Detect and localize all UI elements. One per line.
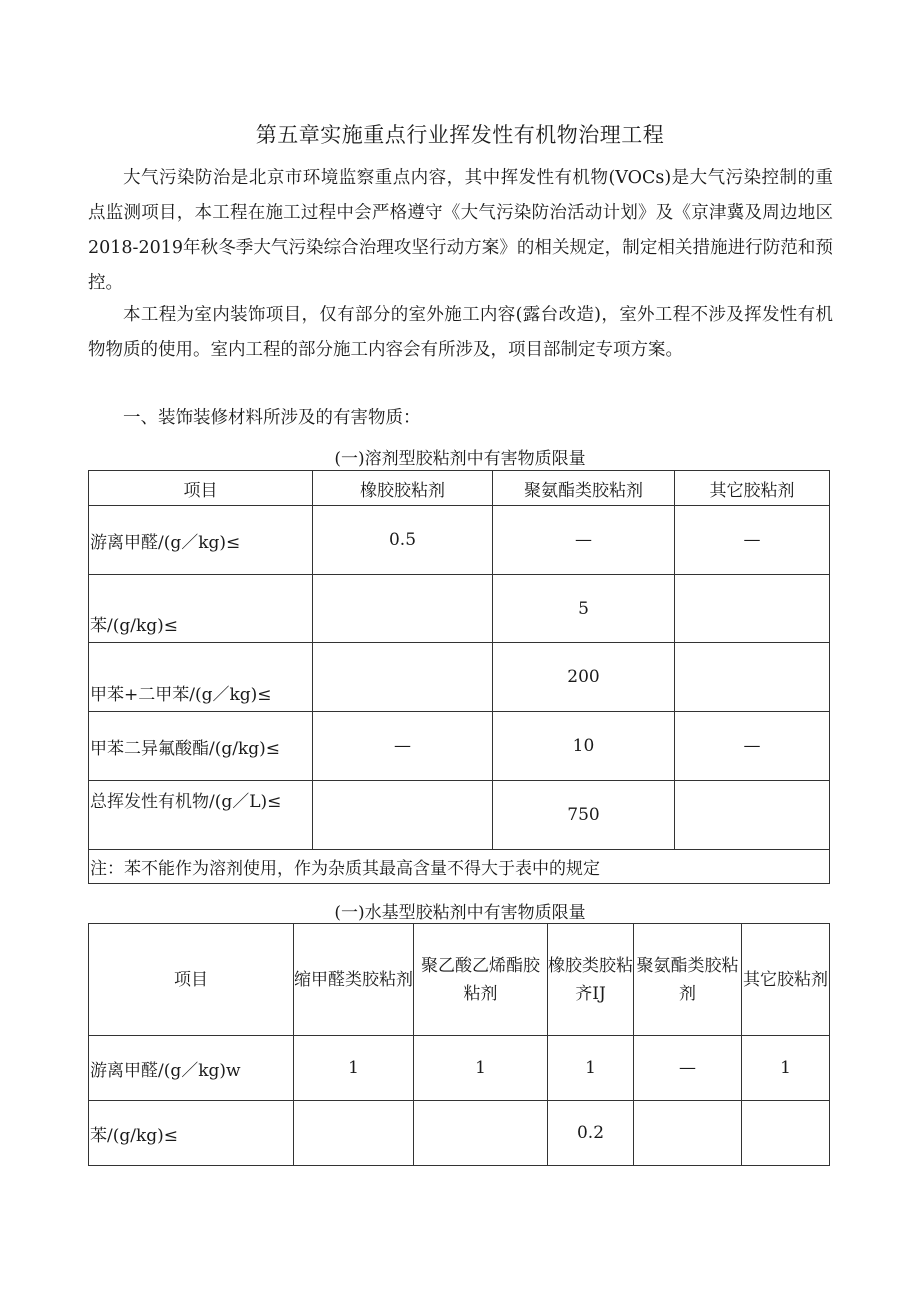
table-cell: 甲苯二异氟酸酯/(g/kg)≤	[89, 712, 313, 781]
table-row	[89, 575, 830, 643]
table-header-cell: 项目	[89, 924, 294, 1036]
table-cell	[675, 643, 830, 712]
table-row	[89, 781, 830, 850]
table-cell: 750	[493, 781, 675, 850]
table-header-cell: 聚氨酯类胶粘剂	[493, 471, 675, 506]
table-header-cell: 橡胶胶粘剂	[313, 471, 493, 506]
page-title: 第五章实施重点行业挥发性有机物治理工程	[255, 123, 665, 147]
table-cell: 游离甲醛/(g／kg)≤	[89, 506, 313, 575]
table-cell: —	[675, 506, 830, 575]
solvent-adhesive-table	[88, 470, 830, 884]
table-cell: 1	[414, 1036, 548, 1101]
table-cell: 1	[548, 1036, 634, 1101]
table-cell: —	[675, 712, 830, 781]
table-cell	[414, 1101, 548, 1166]
table-row	[89, 712, 830, 781]
table-header-cell: 橡胶类胶粘齐IJ	[548, 924, 634, 1036]
table1-caption: (一)溶剂型胶粘剂中有害物质限量	[334, 449, 586, 469]
table-cell	[313, 643, 493, 712]
table-note: 注：苯不能作为溶剂使用，作为杂质其最高含量不得大于表中的规定	[89, 850, 830, 884]
table-cell: 总挥发性有机物/(g／L)≤	[89, 781, 313, 850]
table-cell: 苯/(g/kg)≤	[89, 575, 313, 643]
table-row	[89, 643, 830, 712]
table-cell: 游离甲醛/(g／kg)w	[89, 1036, 294, 1101]
table-cell: 10	[493, 712, 675, 781]
table-cell	[294, 1101, 414, 1166]
paragraph-intro: 大气污染防治是北京市环境监察重点内容，其中挥发性有机物(VOCs)是大气污染控制的重点监测项目，本工程在施工过程中会严格遵守《大气污染防治活动计划》及《京津冀及周边地区2018-2019年秋冬季大气污染综合治理攻坚行动方案》的相关规定，制定相关措施进行防范和预控。	[88, 168, 833, 293]
table-row	[89, 506, 830, 575]
table-header-row	[89, 471, 830, 506]
table-cell	[313, 781, 493, 850]
table-cell: 0.2	[548, 1101, 634, 1166]
table-header-cell: 项目	[89, 471, 313, 506]
table-cell	[675, 575, 830, 643]
table-header-cell: 聚乙酸乙烯酯胶粘剂	[414, 924, 548, 1036]
water-adhesive-table	[88, 923, 830, 1166]
table-cell: 0.5	[313, 506, 493, 575]
paragraph-section-heading: 一、装饰装修材料所涉及的有害物质：	[123, 408, 421, 428]
table-header-cell: 其它胶粘剂	[742, 924, 830, 1036]
table-cell: —	[313, 712, 493, 781]
table-header-cell: 聚氨酯类胶粘剂	[634, 924, 742, 1036]
table-cell: 5	[493, 575, 675, 643]
table-cell	[313, 575, 493, 643]
table-note-row	[89, 850, 830, 884]
table-row	[89, 1036, 830, 1101]
table-cell: —	[493, 506, 675, 575]
table-header-cell: 其它胶粘剂	[675, 471, 830, 506]
table2-caption: (一)水基型胶粘剂中有害物质限量	[334, 903, 586, 923]
table-cell: 苯/(g/kg)≤	[89, 1101, 294, 1166]
table-header-cell: 缩甲醛类胶粘剂	[294, 924, 414, 1036]
table-cell: 200	[493, 643, 675, 712]
table-cell	[634, 1101, 742, 1166]
table-header-row	[89, 924, 830, 1036]
table-cell: —	[634, 1036, 742, 1101]
paragraph-scope: 本工程为室内装饰项目，仅有部分的室外施工内容(露台改造)，室外工程不涉及挥发性有机物物质的使用。室内工程的部分施工内容会有所涉及，项目部制定专项方案。	[88, 305, 833, 360]
table-cell	[675, 781, 830, 850]
table-row	[89, 1101, 830, 1166]
table-cell	[742, 1101, 830, 1166]
table-cell: 1	[742, 1036, 830, 1101]
table-cell: 1	[294, 1036, 414, 1101]
table-cell: 甲苯+二甲苯/(g／kg)≤	[89, 643, 313, 712]
